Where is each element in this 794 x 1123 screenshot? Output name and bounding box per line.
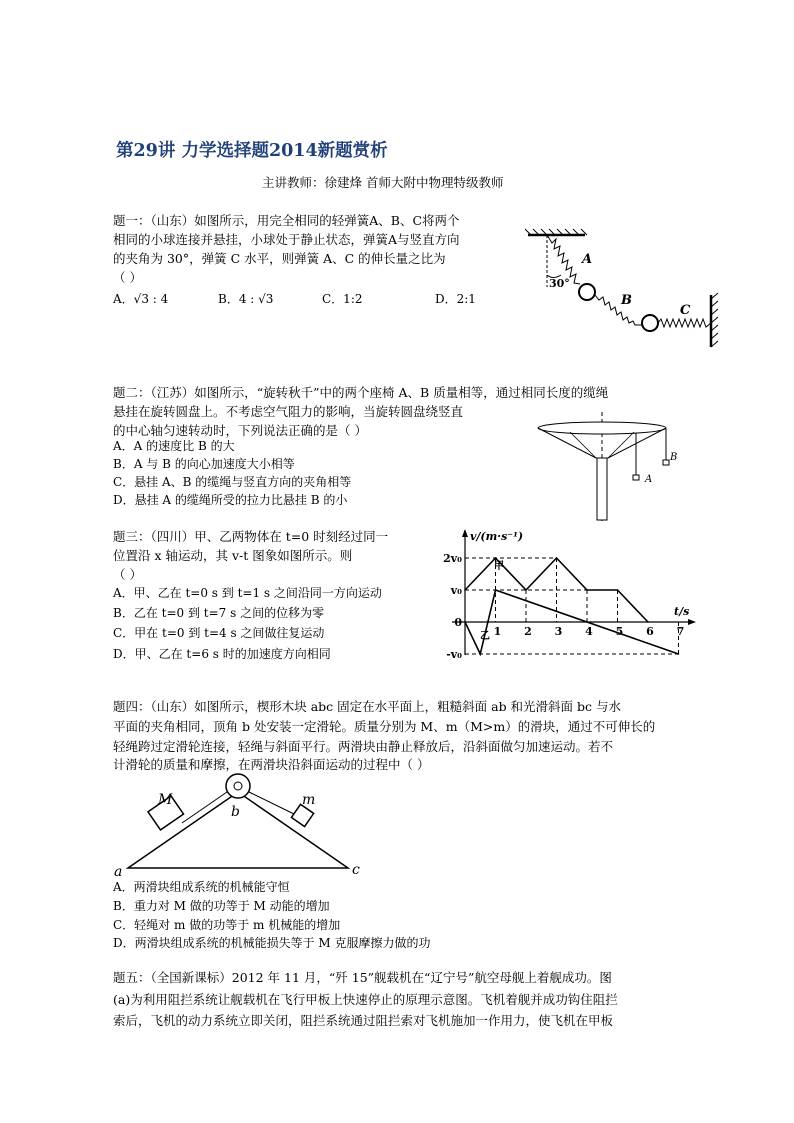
rotating-swing-figure xyxy=(530,410,690,525)
data-point xyxy=(556,557,558,559)
data-point xyxy=(495,557,497,559)
data-point xyxy=(586,589,588,591)
data-point xyxy=(464,621,466,623)
vt-chart xyxy=(430,527,700,667)
q3-line: 位置沿 x 轴运动，其 v-t 图象如图所示。则 xyxy=(113,548,353,563)
x-axis-label: t/s xyxy=(674,605,690,618)
q3-option-d: D．甲、乙在 t=6 s 时的加速度方向相同 xyxy=(113,647,331,661)
x-tick-label: 2 xyxy=(524,625,532,638)
fig-label-c: C xyxy=(680,303,691,318)
q4-option-c: C．轻绳对 m 做的功等于 m 机械能的增加 xyxy=(113,918,341,932)
q1-line: 的夹角为 30°，弹簧 C 水平，则弹簧 A、C 的伸长量之比为 xyxy=(113,251,446,266)
fig-label-big-m: M xyxy=(158,792,173,808)
x-tick-label: 3 xyxy=(554,625,563,638)
q2-option-d: D．悬挂 A 的缆绳所受的拉力比悬挂 B 的小 xyxy=(113,493,348,507)
q4-line: 平面的夹角相同，顶角 b 处安装一定滑轮。质量分别为 M、m（M>m）的滑块，通过不可伸长的 xyxy=(113,719,656,734)
x-axis-arrow xyxy=(688,619,696,625)
data-point xyxy=(525,589,527,591)
x-tick-label: 5 xyxy=(615,625,624,638)
fig-label-c: c xyxy=(352,862,360,878)
fig-label-a: a xyxy=(114,864,123,880)
q5-line: 题五：（全国新课标）2012 年 11 月，“歼 15”舰载机在“辽宁号”航空母舰上着舰成功。图 xyxy=(113,970,612,985)
y-axis-label: v/(m·s⁻¹) xyxy=(470,530,524,543)
fig-label-b: B xyxy=(670,452,678,463)
q2-option-a: A．A 的速度比 B 的大 xyxy=(113,439,235,453)
q1-line: 题一：（山东）如图所示，用完全相同的轻弹簧A、B、C将两个 xyxy=(113,213,460,228)
y-tick-label: -v₀ xyxy=(446,648,462,661)
q5-line: (a)为利用阻拦系统让舰载机在飞行甲板上快速停止的原理示意图。飞机着舰并成功钩住阻拦 xyxy=(113,992,618,1007)
x-tick-label: 4 xyxy=(585,625,593,638)
x-tick-label: 6 xyxy=(646,625,654,638)
fig-label-b: B xyxy=(621,293,632,308)
q2-line: 题二：（江苏）如图所示，“旋转秋千”中的两个座椅 A、B 质量相等，通过相同长度的缆绳 xyxy=(113,385,609,400)
q3-option-b: B．乙在 t=0 到 t=7 s 之间的位移为零 xyxy=(113,606,325,620)
spring-ball-figure xyxy=(525,225,725,350)
x-tick-label: 1 xyxy=(493,625,502,638)
q2-option-b: B．A 与 B 的向心加速度大小相等 xyxy=(113,457,295,471)
q1-option-c: C．1:2 xyxy=(322,292,363,306)
fig-label-small-m: m xyxy=(302,792,316,808)
q4-line: 轻绳跨过定滑轮连接，轻绳与斜面平行。两滑块由静止释放后，沿斜面做匀加速运动。若不 xyxy=(113,739,614,754)
data-point xyxy=(479,653,481,655)
q4-option-a: A．两滑块组成系统的机械能守恒 xyxy=(113,880,290,894)
y-tick-label: v₀ xyxy=(450,584,462,597)
q3-line: （ ） xyxy=(113,567,142,582)
q4-line: 题四：（山东）如图所示，楔形木块 abc 固定在水平面上，粗糙斜面 ab 和光滑斜面 bc 与水 xyxy=(113,699,622,714)
q1-option-a: A．√3 : 4 xyxy=(113,292,169,306)
wedge-pulley-figure xyxy=(110,772,370,880)
data-point xyxy=(464,589,466,591)
q3-line: 题三：（四川）甲、乙两物体在 t=0 时刻经过同一 xyxy=(113,529,389,544)
data-point xyxy=(617,589,619,591)
fig-label-a: A xyxy=(582,252,593,267)
fig-label-a: A xyxy=(645,474,653,485)
fig-angle-label: 30° xyxy=(549,277,570,290)
x-tick-label: 7 xyxy=(676,625,685,638)
page-subtitle: 主讲教师：徐建烽 首师大附中物理特级教师 xyxy=(262,175,504,190)
y-tick-label: 2v₀ xyxy=(443,552,462,565)
q1-option-b: B．4 : √3 xyxy=(218,292,274,306)
q2-line: 悬挂在旋转圆盘上。不考虑空气阻力的影响，当旋转圆盘绕竖直 xyxy=(113,404,464,419)
q4-line: 计滑轮的质量和摩擦，在两滑块沿斜面运动的过程中（ ） xyxy=(113,757,430,772)
q3-option-a: A．甲、乙在 t=0 s 到 t=1 s 之间沿同一方向运动 xyxy=(113,586,382,600)
q3-option-c: C．甲在 t=0 到 t=4 s 之间做往复运动 xyxy=(113,626,325,640)
q5-line: 索后，飞机的动力系统立即关闭，阻拦系统通过阻拦索对飞机施加一作用力，使飞机在甲板 xyxy=(113,1013,614,1028)
data-point xyxy=(678,653,680,655)
y-axis-arrow xyxy=(462,529,468,537)
data-point xyxy=(647,621,649,623)
q1-line: （ ） xyxy=(113,270,142,285)
q2-option-c: C．悬挂 A、B 的缆绳与竖直方向的夹角相等 xyxy=(113,475,352,489)
y-tick-label: 0 xyxy=(454,616,462,629)
series-label-jia: 甲 xyxy=(494,561,504,572)
page-title: 第29讲 力学选择题2014新题赏析 xyxy=(116,141,388,161)
q4-option-b: B．重力对 M 做的功等于 M 动能的增加 xyxy=(113,899,330,913)
q2-line: 的中心轴匀速转动时，下列说法正确的是（ ） xyxy=(113,423,367,438)
series-label-yi: 乙 xyxy=(480,631,490,642)
data-point xyxy=(495,589,497,591)
q1-line: 相同的小球连接并悬挂，小球处于静止状态，弹簧A与竖直方向 xyxy=(113,232,460,247)
q4-option-d: D．两滑块组成系统的机械能损失等于 M 克服摩擦力做的功 xyxy=(113,936,431,950)
q1-option-d: D．2:1 xyxy=(435,292,476,306)
fig-label-b: b xyxy=(231,804,240,820)
